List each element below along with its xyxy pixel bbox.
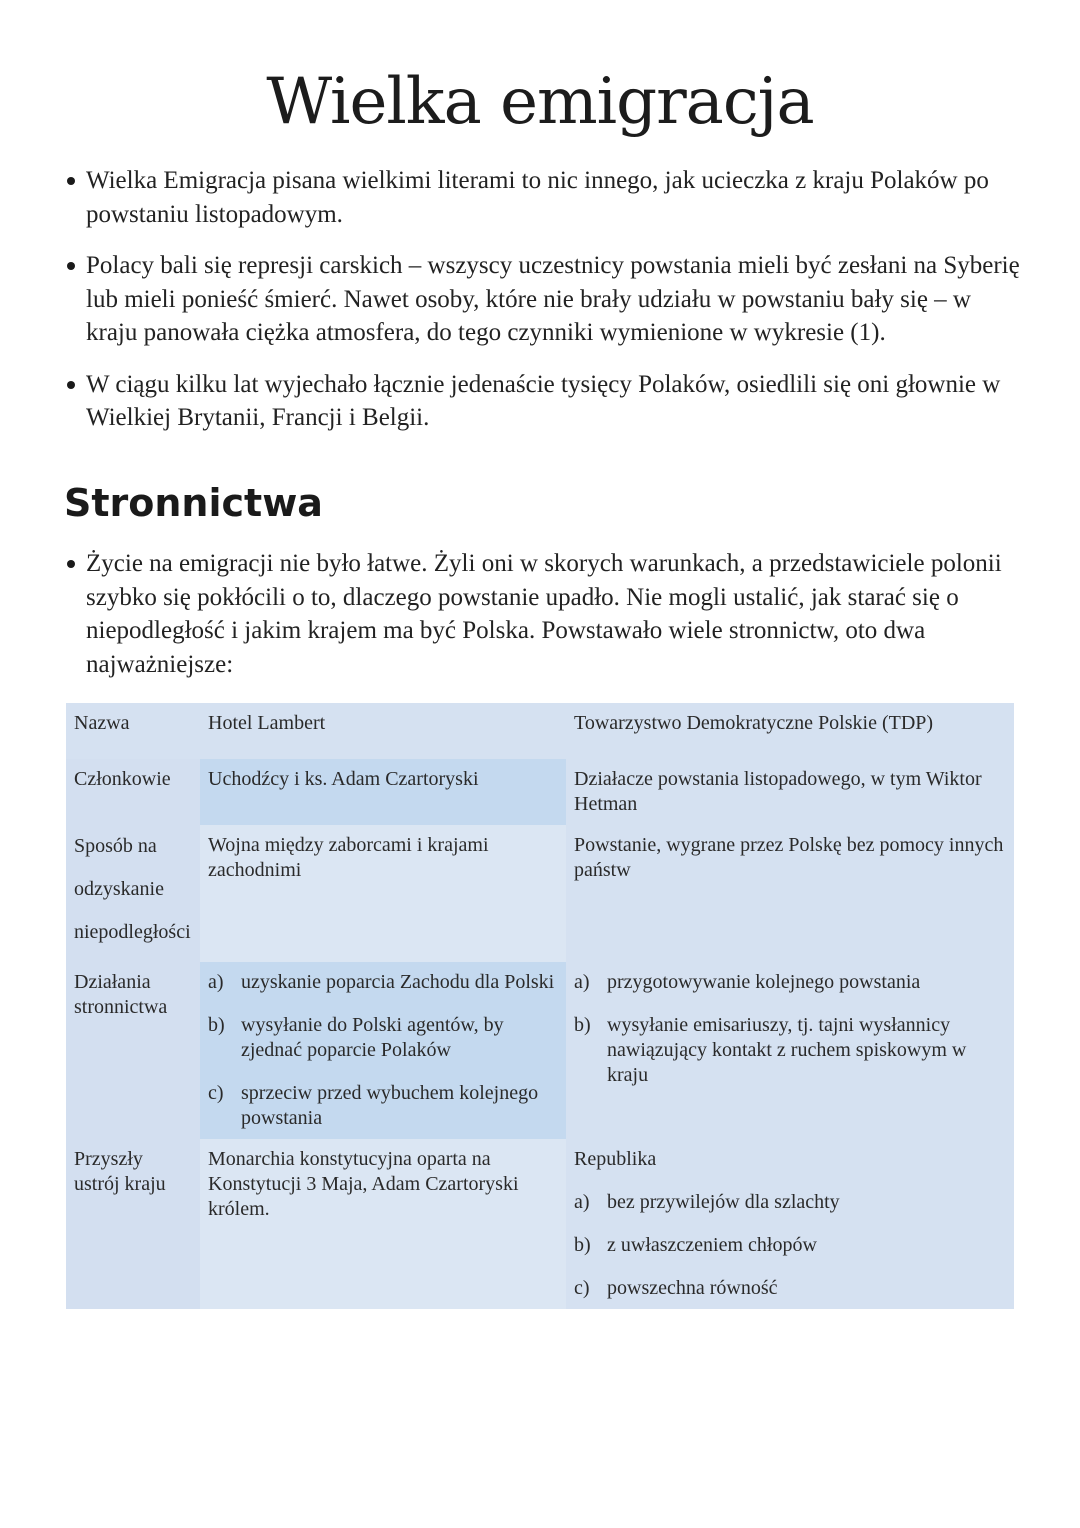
table-row-method <box>66 825 1014 962</box>
page-title: Wielka emigracja <box>266 65 814 139</box>
cell-future-tdp <box>566 1139 1014 1309</box>
list-item-text: uzyskanie poparcia Zachodu dla Polski <box>241 971 555 993</box>
list-item-text: wysyłanie emisariuszy, tj. tajni wysłannicy nawiązujący kontakt z ruchem spiskowym w kraju <box>607 1014 967 1086</box>
row-label-future: Przyszły ustrój kraju <box>66 1139 200 1309</box>
section-heading: Stronnictwa <box>64 481 323 525</box>
cell-members-tdp: Działacze powstania listopadowego, w tym Wiktor Hetman <box>566 759 1014 825</box>
list-item <box>574 1013 1006 1088</box>
table-row-name <box>66 703 1014 759</box>
intro-bullet-list <box>64 164 1024 453</box>
section-bullet-list <box>64 547 1024 699</box>
cell-name-hotel: Hotel Lambert <box>200 703 566 759</box>
list-item <box>208 1013 558 1063</box>
intro-bullet: Polacy bali się represji carskich – wszyscy uczestnicy powstania mieli być zesłani na Syberię lub mieli ponieść śmierć. Nawet osoby, które nie brały udziału w powstaniu bały się – w kraju panowała ciężka atmosfera, do tego czynniki wymienione w wykresie (1). <box>64 249 1024 350</box>
row-label-actions: Działania stronnictwa <box>66 962 200 1139</box>
row-label-method-line: niepodległości <box>74 921 191 943</box>
list-item <box>574 1276 1006 1301</box>
cell-method-hotel: Wojna między zaborcami i krajami zachodnimi <box>200 825 566 962</box>
cell-method-tdp: Powstanie, wygrane przez Polskę bez pomocy innych państw <box>566 825 1014 962</box>
row-label-method-line: Sposób na <box>74 835 157 857</box>
table-row-actions <box>66 962 1014 1139</box>
list-marker: c) <box>574 1277 590 1299</box>
row-label-method-line: odzyskanie <box>74 878 164 900</box>
future-tdp-heading: Republika <box>574 1148 657 1170</box>
tdp-future-list <box>574 1190 1006 1301</box>
table-row-members <box>66 759 1014 825</box>
intro-bullet: W ciągu kilku lat wyjechało łącznie jedenaście tysięcy Polaków, osiedlili się oni głownie w Wielkiej Brytanii, Francji i Belgii. <box>64 368 1024 435</box>
tdp-actions-list <box>574 970 1006 1088</box>
section-bullet: Życie na emigracji nie było łatwe. Żyli oni w skorych warunkach, a przedstawiciele polonii szybko się pokłócili o to, dlaczego powstanie upadło. Nie mogli ustalić, jak starać się o niepodległość i jakim krajem ma być Polska. Powstawało wiele stronnictw, oto dwa najważniejsze: <box>64 547 1024 681</box>
list-item <box>208 1081 558 1131</box>
list-marker: a) <box>574 971 590 993</box>
table-row-future <box>66 1139 1014 1309</box>
intro-bullet: Wielka Emigracja pisana wielkimi literami to nic innego, jak ucieczka z kraju Polaków po powstaniu listopadowym. <box>64 164 1024 231</box>
cell-actions-tdp <box>566 962 1014 1139</box>
list-marker: b) <box>574 1014 591 1036</box>
list-item-text: wysyłanie do Polski agentów, by zjednać poparcie Polaków <box>241 1014 504 1061</box>
list-item <box>574 1190 1006 1215</box>
cell-members-hotel: Uchodźcy i ks. Adam Czartoryski <box>200 759 566 825</box>
list-marker: b) <box>208 1014 225 1036</box>
hotel-actions-list <box>208 970 558 1131</box>
list-item <box>208 970 558 995</box>
list-item-text: przygotowywanie kolejnego powstania <box>607 971 921 993</box>
row-label-members: Członkowie <box>66 759 200 825</box>
list-marker: c) <box>208 1082 224 1104</box>
list-marker: b) <box>574 1234 591 1256</box>
cell-name-tdp: Towarzystwo Demokratyczne Polskie (TDP) <box>566 703 1014 759</box>
list-item <box>574 1233 1006 1258</box>
list-marker: a) <box>208 971 224 993</box>
list-marker: a) <box>574 1191 590 1213</box>
parties-table <box>66 703 1014 1309</box>
list-item-text: z uwłaszczeniem chłopów <box>607 1234 817 1256</box>
list-item-text: bez przywilejów dla szlachty <box>607 1191 840 1213</box>
cell-future-hotel: Monarchia konstytucyjna oparta na Konstytucji 3 Maja, Adam Czartoryski królem. <box>200 1139 566 1309</box>
row-label-method <box>66 825 200 962</box>
list-item-text: powszechna równość <box>607 1277 778 1299</box>
list-item-text: sprzeciw przed wybuchem kolejnego powstania <box>241 1082 539 1129</box>
list-item <box>574 970 1006 995</box>
row-label-name: Nazwa <box>66 703 200 759</box>
cell-actions-hotel <box>200 962 566 1139</box>
